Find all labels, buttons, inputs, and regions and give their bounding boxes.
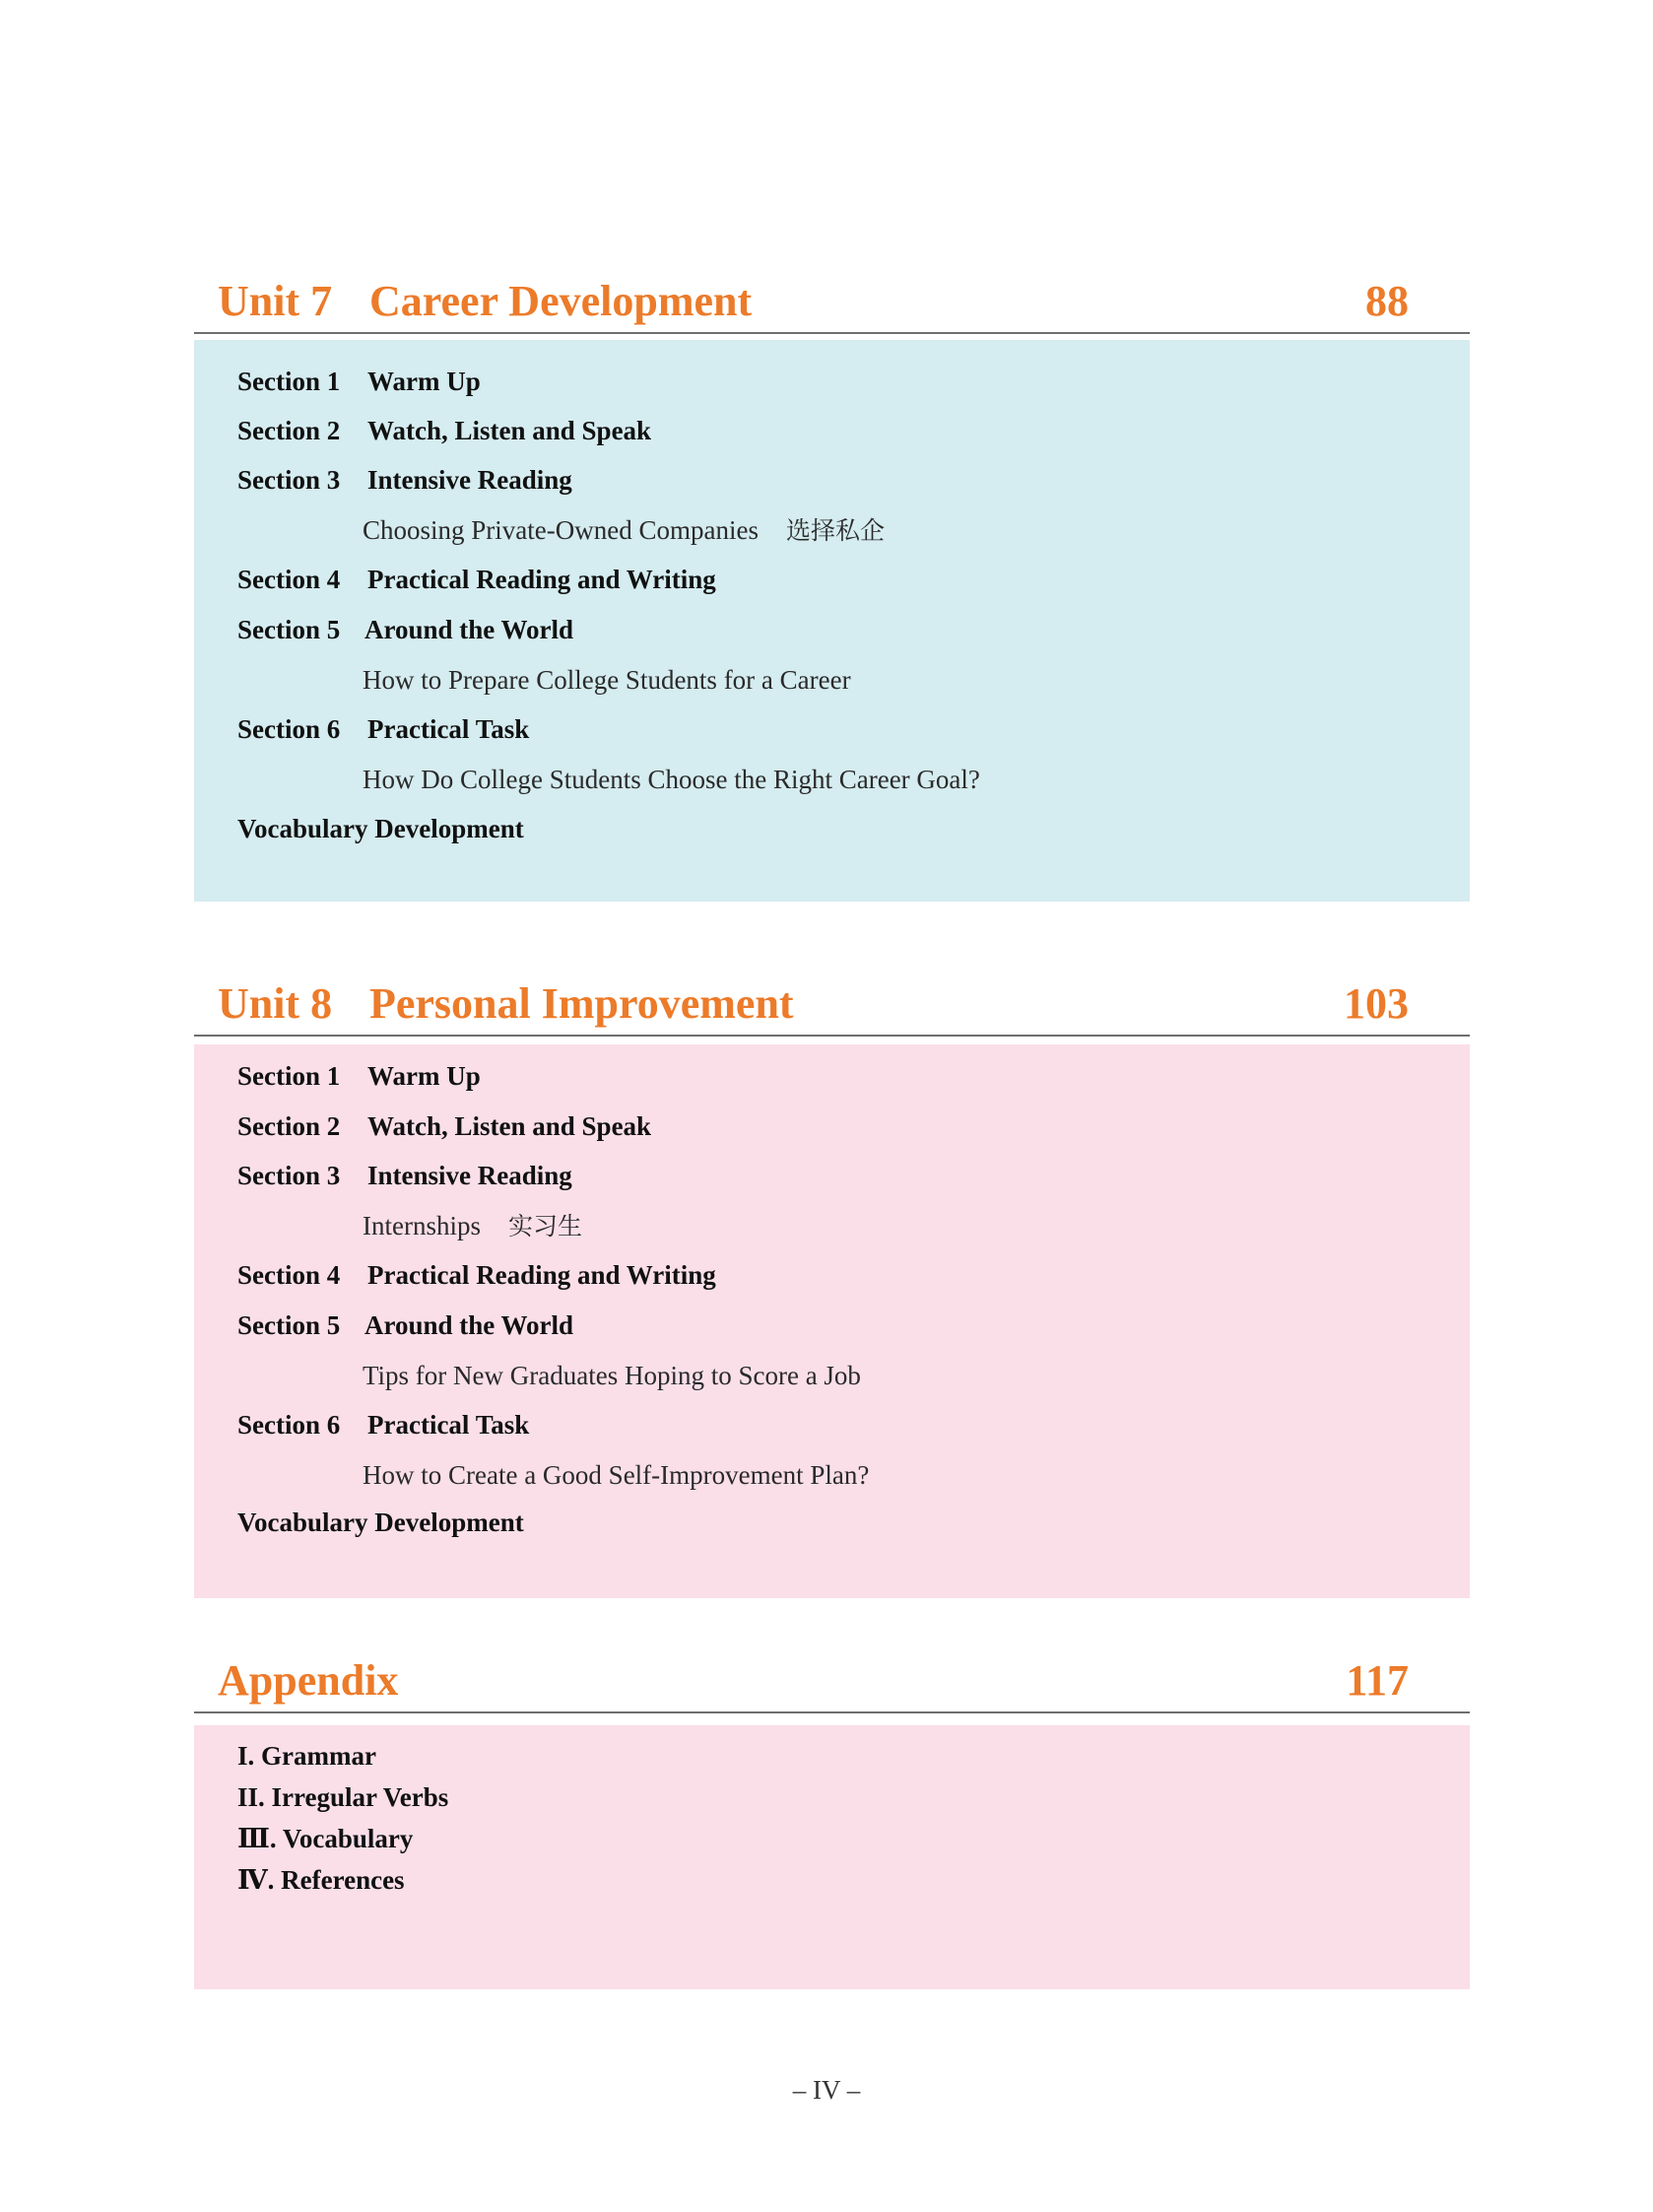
task-title: How to Create a Good Self-Improvement Plan? xyxy=(363,1460,870,1490)
section-number: Section 5 xyxy=(237,615,341,644)
section-title: Warm Up xyxy=(367,367,481,396)
reading-title: Choosing Private-Owned Companies xyxy=(363,515,759,545)
section-number: Section 2 xyxy=(237,1111,341,1141)
toc-subentry[interactable] xyxy=(363,514,885,547)
appendix-item-irregular-verbs[interactable]: II. Irregular Verbs xyxy=(237,1782,449,1812)
toc-entry[interactable] xyxy=(237,1160,572,1191)
section-number: Section 1 xyxy=(237,1061,341,1091)
section-title: Around the World xyxy=(364,1310,574,1340)
unit8-contents-panel xyxy=(194,1044,1470,1598)
vocabulary-label: Vocabulary Development xyxy=(237,814,524,843)
section-title: Intensive Reading xyxy=(367,1161,572,1190)
toc-entry[interactable] xyxy=(237,464,572,496)
toc-entry[interactable] xyxy=(237,1259,716,1291)
appendix-title[interactable]: Appendix xyxy=(218,1656,399,1705)
unit8-page-number: 103 xyxy=(1344,979,1409,1028)
section-number: Section 3 xyxy=(237,1161,341,1190)
section-title: Around the World xyxy=(364,615,574,644)
toc-subentry[interactable] xyxy=(363,1360,861,1391)
toc-subentry[interactable] xyxy=(363,1210,582,1242)
toc-subentry[interactable] xyxy=(363,764,980,795)
unit8-title[interactable]: Personal Improvement xyxy=(369,979,794,1028)
toc-entry[interactable] xyxy=(237,1060,481,1092)
section-number: Section 6 xyxy=(237,1410,341,1440)
reading-title: Internships xyxy=(363,1211,481,1240)
unit7-contents-panel xyxy=(194,340,1470,902)
section-title: Watch, Listen and Speak xyxy=(367,1111,652,1141)
reading-title: How to Prepare College Students for a Career xyxy=(363,665,851,695)
section-title: Practical Task xyxy=(367,1410,530,1440)
section-number: Section 6 xyxy=(237,714,341,744)
reading-title-chinese: 选择私企 xyxy=(785,516,885,545)
toc-entry[interactable] xyxy=(237,1110,651,1142)
toc-entry[interactable] xyxy=(237,1309,573,1341)
vocabulary-label: Vocabulary Development xyxy=(237,1508,524,1537)
page-number-footer: – IV – xyxy=(792,2075,861,2105)
unit7-header xyxy=(194,251,1470,334)
appendix-item-vocabulary[interactable]: Ⅲ. Vocabulary xyxy=(237,1824,414,1853)
toc-subentry[interactable] xyxy=(363,664,851,696)
appendix-header xyxy=(194,1631,1470,1713)
toc-entry-vocabulary[interactable] xyxy=(237,813,524,844)
appendix-page-number: 117 xyxy=(1346,1656,1409,1705)
appendix-contents-panel xyxy=(194,1725,1470,1989)
section-number: Section 4 xyxy=(237,565,341,594)
toc-entry[interactable] xyxy=(237,366,481,397)
unit7-page-number: 88 xyxy=(1365,277,1409,325)
reading-title: Tips for New Graduates Hoping to Score a Job xyxy=(363,1361,861,1390)
section-title: Watch, Listen and Speak xyxy=(367,416,652,445)
unit8-header xyxy=(194,954,1470,1037)
section-title: Warm Up xyxy=(367,1061,481,1091)
toc-subentry[interactable] xyxy=(363,1459,869,1491)
toc-entry[interactable] xyxy=(237,614,573,645)
task-title: How Do College Students Choose the Right Career Goal? xyxy=(363,765,980,794)
section-number: Section 4 xyxy=(237,1260,341,1290)
appendix-item-grammar[interactable]: I. Grammar xyxy=(237,1741,376,1771)
unit7-number: Unit 7 xyxy=(218,277,333,325)
section-number: Section 2 xyxy=(237,416,341,445)
toc-entry[interactable] xyxy=(237,564,716,595)
toc-entry-vocabulary[interactable] xyxy=(237,1507,524,1538)
toc-entry[interactable] xyxy=(237,415,651,446)
section-title: Practical Reading and Writing xyxy=(367,1260,716,1290)
section-number: Section 3 xyxy=(237,465,341,495)
unit8-number: Unit 8 xyxy=(218,979,333,1028)
toc-entry[interactable] xyxy=(237,713,529,745)
section-title: Intensive Reading xyxy=(367,465,572,495)
section-title: Practical Reading and Writing xyxy=(367,565,716,594)
section-title: Practical Task xyxy=(367,714,530,744)
section-number: Section 5 xyxy=(237,1310,341,1340)
appendix-item-references[interactable]: Ⅳ. References xyxy=(237,1865,405,1895)
section-number: Section 1 xyxy=(237,367,341,396)
reading-title-chinese: 实习生 xyxy=(507,1212,582,1240)
toc-entry[interactable] xyxy=(237,1409,529,1441)
unit7-title[interactable]: Career Development xyxy=(369,277,753,325)
